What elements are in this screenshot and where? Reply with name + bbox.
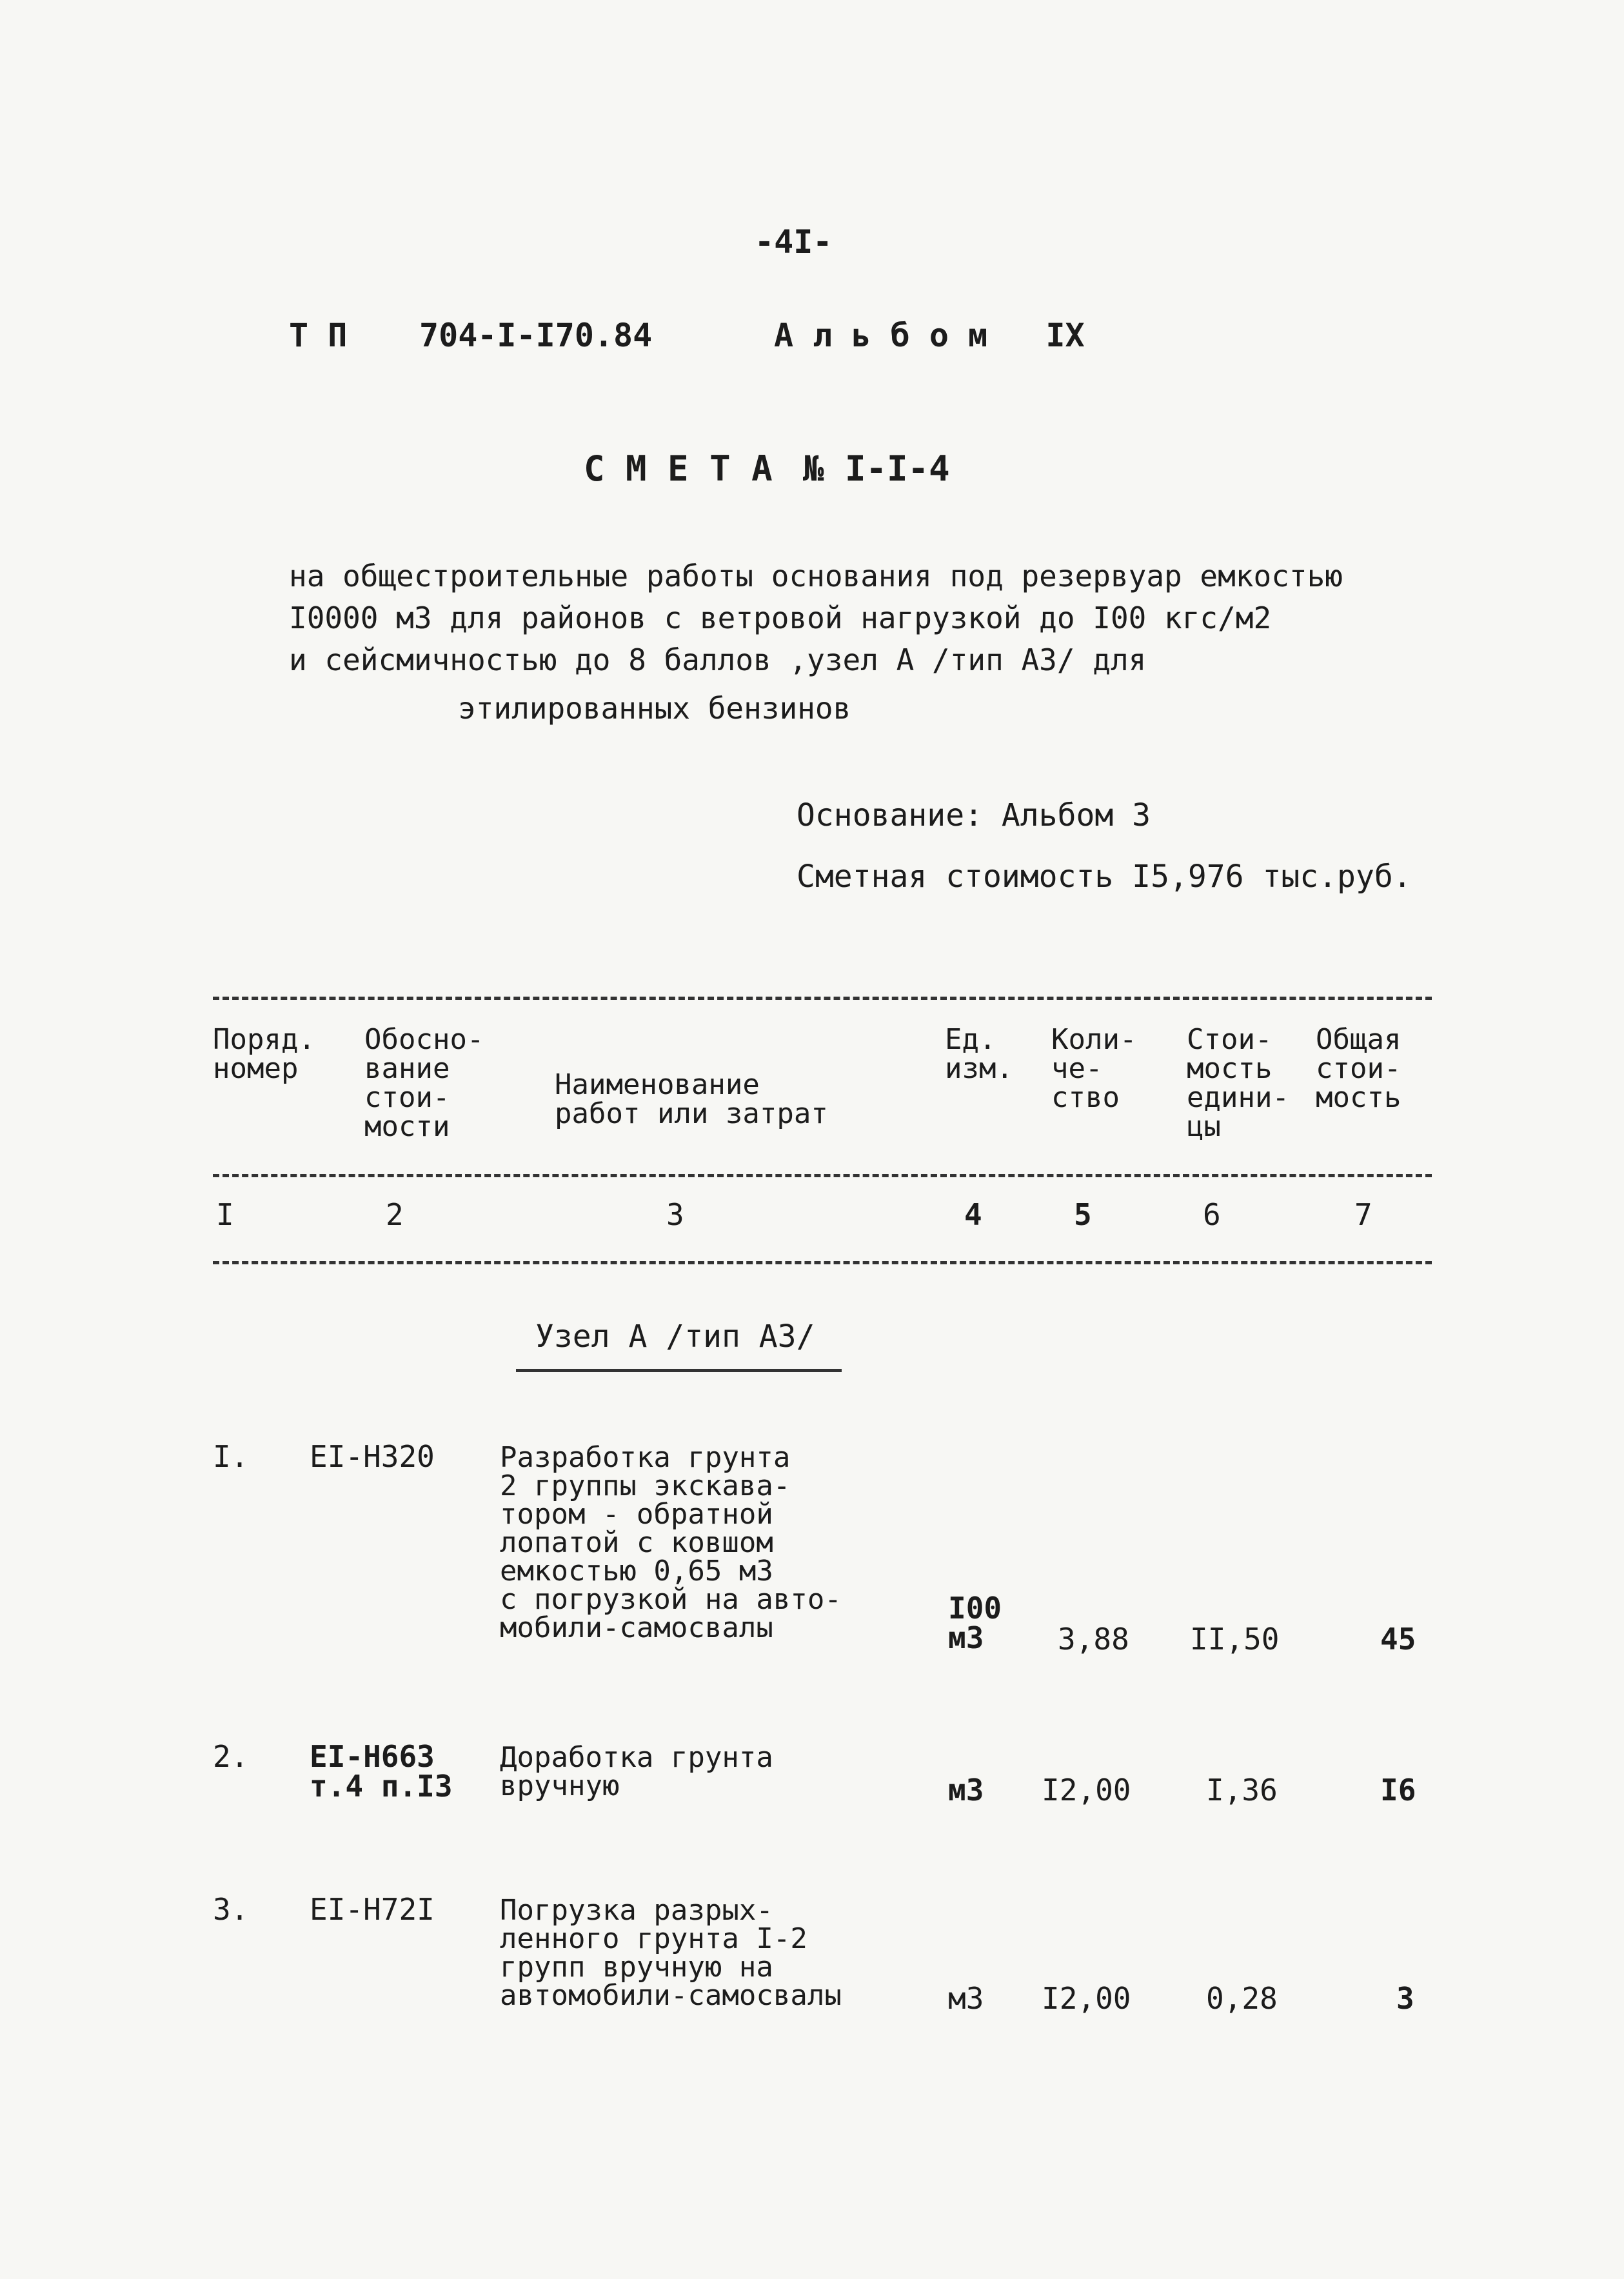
col-number-7: 7	[1354, 1197, 1372, 1232]
section-title: Узел А /тип А3/	[535, 1319, 815, 1355]
series-code: Т П	[289, 317, 348, 354]
row-basis: EI-Н72I	[310, 1892, 435, 1927]
row-unit: м3	[948, 1773, 984, 1807]
row-number: I.	[213, 1439, 249, 1474]
col-number-6: 6	[1203, 1197, 1221, 1232]
header-col-2: Обосно- вание стои- мости	[364, 1023, 484, 1143]
table-header-rule	[213, 1174, 1432, 1177]
row-unit-price: I,36	[1206, 1773, 1278, 1807]
smeta-number: № I-I-4	[803, 448, 950, 489]
table-top-rule	[213, 997, 1432, 1000]
header-col-6: Стои- мость едини- цы	[1187, 1023, 1289, 1143]
album-label: А л ь б о м IX	[774, 317, 1085, 354]
col-number-4: 4	[964, 1197, 982, 1232]
description-line-4: этилированных бензинов	[458, 691, 851, 726]
row-unit-price: 0,28	[1206, 1981, 1278, 2016]
header-col-3: Наименование работ или затрат	[555, 1068, 828, 1130]
col-number-3: 3	[666, 1197, 684, 1232]
row-total: I6	[1380, 1773, 1416, 1807]
col-number-5: 5	[1074, 1197, 1092, 1232]
header-col-5: Коли- че- ство	[1051, 1023, 1137, 1114]
row-quantity: I2,00	[1042, 1773, 1131, 1807]
header-col-1: Поряд. номер	[213, 1023, 315, 1085]
header-col-7: Общая стои- мость	[1316, 1023, 1401, 1114]
smeta-title: С М Е Т А	[584, 448, 773, 489]
row-name: Разработка грунта 2 группы экскава- тором - обратной лопатой с ковшом емкостью 0,65 м3 с погрузкой на авто- мобили-самосвалы	[500, 1441, 842, 1644]
row-quantity: I2,00	[1042, 1981, 1131, 2016]
document-code: 704-I-I70.84	[419, 317, 653, 354]
basis-line: Основание: Альбом 3	[797, 797, 1151, 833]
description-line-3: и сейсмичностью до 8 баллов ,узел А /тип А3/ для	[289, 642, 1147, 677]
row-basis: EI-Н663 т.4 п.I3	[310, 1739, 453, 1804]
row-unit: м3	[948, 1981, 984, 2016]
col-number-2: 2	[386, 1197, 404, 1232]
table-numbers-rule	[213, 1261, 1432, 1264]
row-number: 2.	[213, 1739, 249, 1774]
row-total: 45	[1380, 1622, 1416, 1657]
row-basis: EI-Н320	[310, 1439, 435, 1474]
row-total: 3	[1396, 1981, 1414, 2016]
row-quantity: 3,88	[1058, 1622, 1129, 1657]
col-number-1: I	[216, 1197, 234, 1232]
row-number: 3.	[213, 1892, 249, 1927]
description-line-1: на общестроительные работы основания под резервуар емкостью	[289, 559, 1343, 593]
page-number: -4I-	[755, 223, 833, 261]
row-unit: I00 м3	[948, 1591, 1002, 1655]
header-col-4: Ед. изм.	[945, 1023, 1013, 1085]
description-line-2: I0000 м3 для районов с ветровой нагрузкой до I00 кгс/м2	[289, 601, 1272, 635]
row-unit-price: II,50	[1190, 1622, 1280, 1657]
row-name: Погрузка разрых- ленного грунта I-2 групп вручную на автомобили-самосвалы	[500, 1894, 842, 2012]
estimated-cost-line: Сметная стоимость I5,976 тыс.руб.	[797, 859, 1412, 895]
row-name: Доработка грунта вручную	[500, 1741, 773, 1802]
section-title-underline	[516, 1369, 842, 1372]
